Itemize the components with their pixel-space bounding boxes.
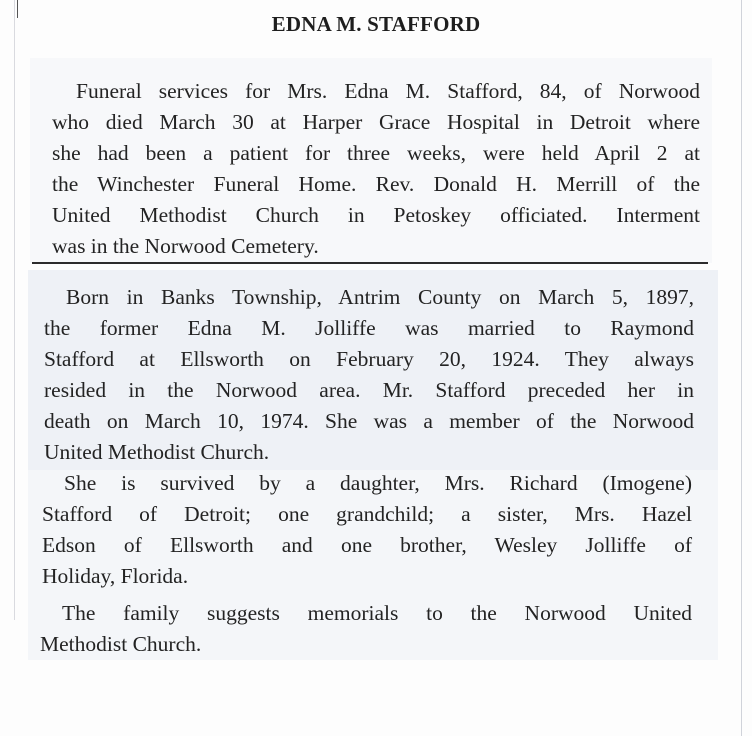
text-line: death on March 10, 1974. She was a member of the Norwood <box>44 409 694 433</box>
text-line: resided in the Norwood area. Mr. Stafford preceded her in <box>44 378 694 402</box>
page-edge-right <box>741 0 742 736</box>
obituary-title: EDNA M. STAFFORD <box>271 12 481 36</box>
text-line: who died March 30 at Harper Grace Hospital in Detroit where <box>52 110 700 134</box>
text-line: She is survived by a daughter, Mrs. Richard (Imogene) <box>64 471 692 495</box>
text-line: United Methodist Church in Petoskey officiated. Interment <box>52 203 700 227</box>
text-line: Born in Banks Township, Antrim County on March 5, 1897, <box>66 285 694 309</box>
text-line: Methodist Church. <box>40 632 202 656</box>
text-line: Stafford of Detroit; one grandchild; a sister, Mrs. Hazel <box>42 502 692 526</box>
clipping-divider <box>32 262 708 264</box>
text-line: was in the Norwood Cemetery. <box>52 234 319 258</box>
paragraph-funeral <box>52 76 700 262</box>
paragraph-memorials <box>40 598 692 660</box>
text-line: the former Edna M. Jolliffe was married to Raymond <box>44 316 694 340</box>
text-line: Funeral services for Mrs. Edna M. Stafford, 84, of Norwood <box>76 79 700 103</box>
text-line: the Winchester Funeral Home. Rev. Donald H. Merrill of the <box>52 172 700 196</box>
paragraph-biography <box>44 282 694 468</box>
text-line: United Methodist Church. <box>44 440 270 464</box>
text-line: Holiday, Florida. <box>42 564 189 588</box>
paragraph-survivors <box>42 468 692 592</box>
page-edge-left <box>14 0 15 620</box>
text-line: The family suggests memorials to the Norwood United <box>62 601 692 625</box>
text-line: Stafford at Ellsworth on February 20, 1924. They always <box>44 347 694 371</box>
text-line: Edson of Ellsworth and one brother, Wesley Jolliffe of <box>42 533 692 557</box>
text-line: she had been a patient for three weeks, were held April 2 at <box>52 141 700 165</box>
